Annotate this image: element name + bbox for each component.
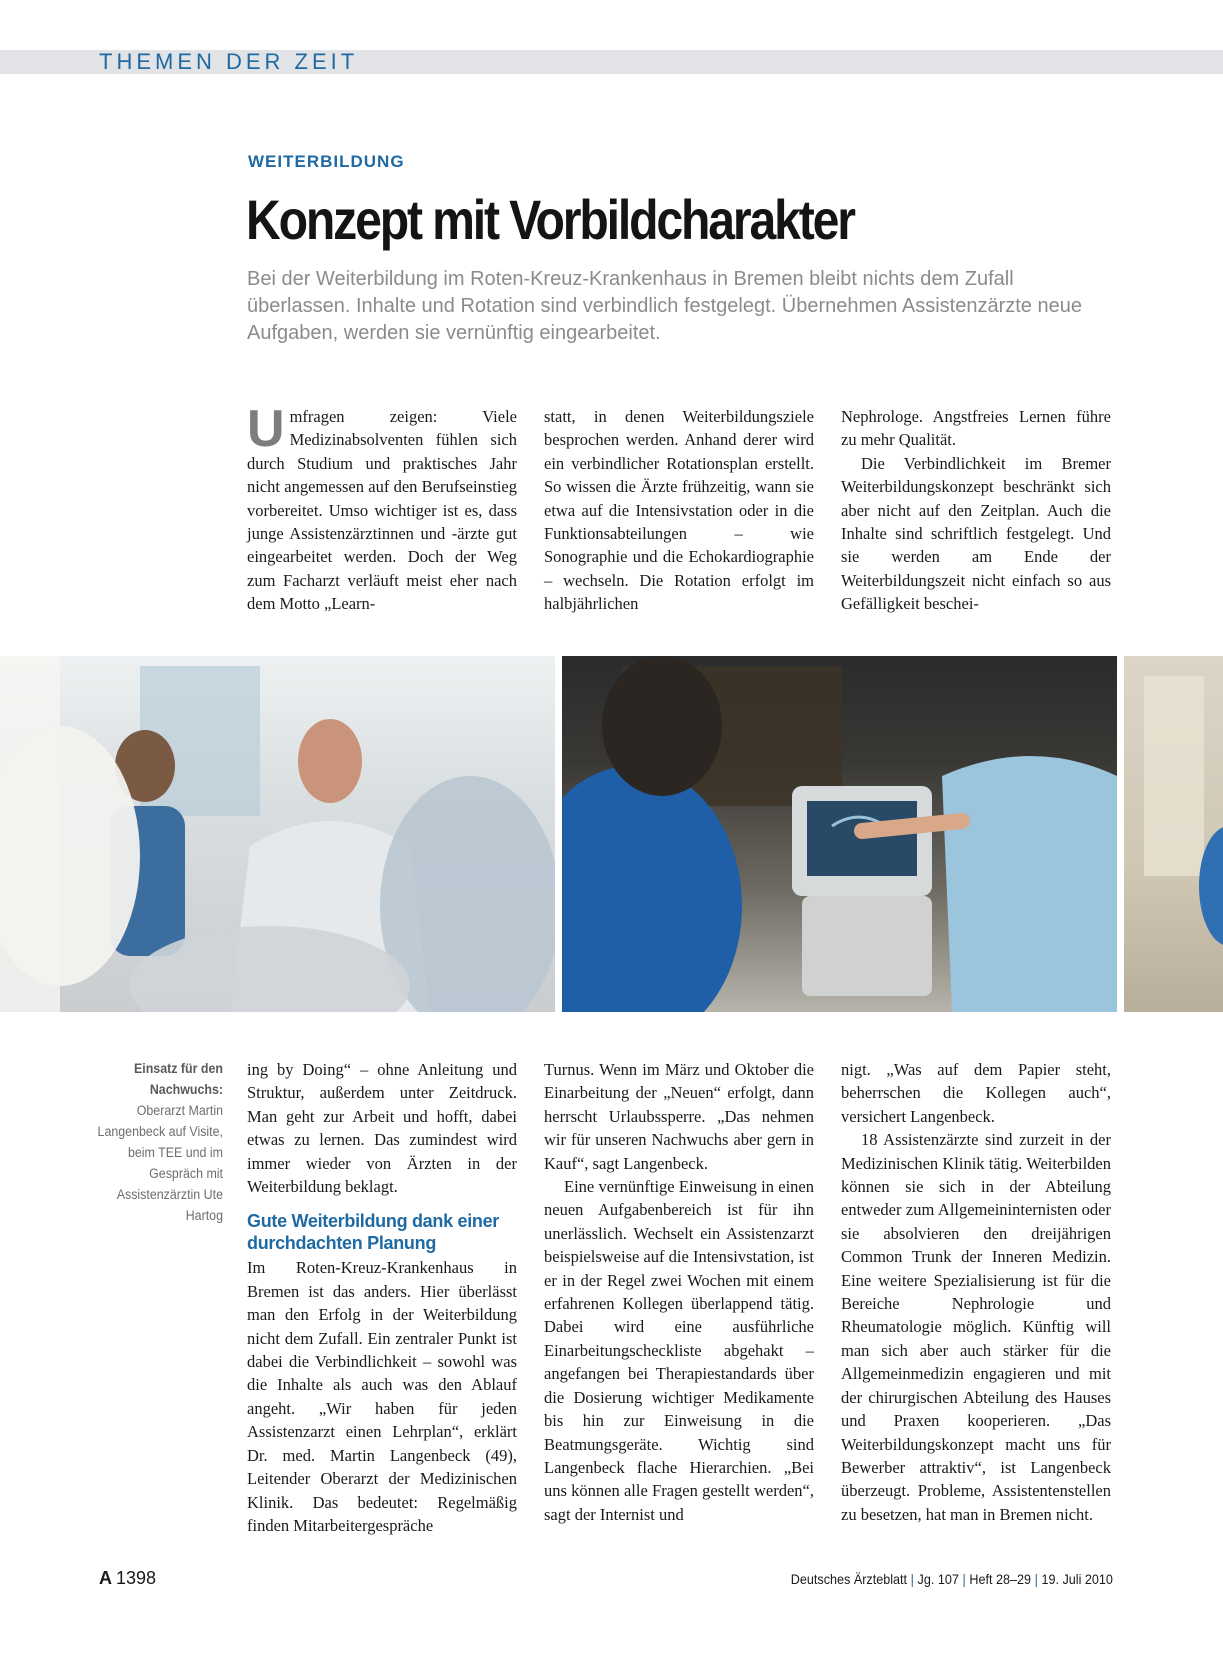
journal-volume: Jg. 107: [917, 1571, 959, 1587]
article-lead: Bei der Weiterbildung im Roten-Kreuz-Krankenhaus in Bremen bleibt nichts dem Zufall überlassen. Inhalte und Rotation sind verbindlich festgelegt. Übernehmen Assistenzärzte neue Aufgaben, werden sie vernünftig eingearbeitet.: [247, 268, 1082, 344]
caption-title: Einsatz für den Nachwuchs:: [133, 1061, 223, 1097]
body-text: Im Roten-Kreuz-Krankenhaus in Bremen ist das anders. Hier überlässt man den Erfolg in der Weiterbildung nicht dem Zufall. Ein zentraler Punkt ist dabei die Verbindlichkeit – sowohl was die Inhalte als auch was den Ablauf angeht. „Wir haben für jeden Assistenzarzt einen Lehrplan“, erklärt Dr. med. Martin Langenbeck (49), Leitender Oberarzt der Medizinischen Klinik. Das bedeutet: Regelmäßig finden Mitarbeitergespräche: [247, 1258, 517, 1535]
top-column-2: [544, 405, 814, 616]
journal-info: Deutsches Ärzteblatt | Jg. 107 | Heft 28–29 | 19. Juli 2010: [790, 1571, 1113, 1587]
body-text: Nephrologe. Angstfreies Lernen führe zu mehr Qualität.: [841, 407, 1111, 450]
section-label: THEMEN DER ZEIT: [99, 49, 359, 74]
photo-caption: [91, 1058, 223, 1226]
journal-issue: Heft 28–29: [969, 1571, 1032, 1587]
top-column-1: [247, 400, 517, 616]
photo-conversation: [1124, 656, 1223, 1012]
body-text: mfragen zeigen: Viele Medizinabsolventen fühlen sich durch Studium und praktisches Jahr nicht angemessen auf den Berufseinstieg vorbereitet. Umso wichtiger ist es, dass junge Assistenzärztinnen und -ärzte gut eingearbeitet werden. Doch der Weg zum Facharzt verläuft meist eher nach dem Motto „Learn-: [247, 407, 517, 614]
body-text: statt, in denen Weiterbildungsziele besprochen werden. Anhand derer wird ein verbindlicher Rotationsplan erstellt. So wissen die Ärzte frühzeitig, wann sie etwa auf die Intensivstation oder in die Funktionsabteilungen – wie Sonographie und die Echokardiographie – wechseln. Die Rotation erfolgt im halbjährlichen: [544, 407, 814, 614]
bottom-column-3: [841, 1058, 1111, 1526]
page-prefix: A: [99, 1568, 112, 1588]
body-text: Turnus. Wenn im März und Oktober die Einarbeitung der „Neuen“ erfolgt, dann herrscht Urlaubssperre. „Das nehmen wir für unseren Nachwuchs aber gern in Kauf“, sagt Langenbeck.: [544, 1060, 814, 1173]
page-number-value: 1398: [116, 1568, 157, 1588]
body-text: 18 Assistenzärzte sind zurzeit in der Medizinischen Klinik tätig. Weiterbilden können sie sich in der Abteilung entweder zum Allgemeininternisten oder sie absolvieren den dreijährigen Common Trunk der Inneren Medizin. Eine weitere Spezialisierung ist für die Bereiche Nephrologie und Rheumatologie möglich. Künftig will man sich aber auch stärker für die Allgemeinmedizin engagieren und mit der chirurgischen Abteilung des Hauses und Praxen kooperieren. „Das Weiterbildungskonzept macht uns für Bewerber attraktiv“, ist Langenbeck überzeugt. Probleme, Assistentenstellen zu besetzen, hat man in Bremen nicht.: [841, 1130, 1111, 1524]
subheading: Gute Weiterbildung dank einer durchdachten Planung: [247, 1211, 500, 1254]
article-title: Konzept mit Vorbildcharakter: [246, 188, 854, 251]
journal-name: Deutsches Ärzteblatt: [790, 1571, 908, 1587]
top-column-3: [841, 405, 1111, 616]
body-text: ing by Doing“ – ohne Anleitung und Struktur, außerdem unter Zeitdruck. Man geht zur Arbeit und hofft, dabei etwas zu lernen. Das zumindest wird immer wieder von Ärzten in der Weiterbildung beklagt.: [247, 1060, 517, 1197]
body-text: Die Verbindlichkeit im Bremer Weiterbildungskonzept beschränkt sich aber nicht auf den Zeitplan. Auch die Inhalte sind schriftlich festgelegt. Und sie werden am Ende der Weiterbildungszeit nicht einfach so aus Gefälligkeit beschei-: [841, 453, 1111, 614]
article-kicker: WEITERBILDUNG: [248, 152, 405, 171]
bottom-column-1: [247, 1058, 517, 1537]
caption-text: Oberarzt Martin Langenbeck auf Visite, beim TEE und im Gespräch mit Assistenzärztin Ute Hartog: [97, 1103, 223, 1223]
photo-tee-exam: [562, 656, 1117, 1012]
photo-ward-round: [0, 656, 555, 1012]
journal-date: 19. Juli 2010: [1041, 1571, 1113, 1587]
drop-cap: U: [247, 400, 285, 458]
body-text: nigt. „Was auf dem Papier steht, beherrschen die Kollegen auch“, versichert Langenbeck.: [841, 1060, 1111, 1126]
page-number: [99, 1568, 156, 1589]
body-text: Eine vernünftige Einweisung in einen neuen Aufgabenbereich ist für ihn unerlässlich. Wechselt ein Assistenzarzt beispielsweise auf die Intensivstation, ist er in der Regel zwei Wochen mit einem erfahrenen Kollegen überlappend tätig. Dabei wird eine ausführliche Einarbeitungscheckliste abgehakt – angefangen bei Therapiestandards über die Dosierung wichtiger Medikamente bis hin zur Einweisung in die Beatmungsgeräte. Wichtig sind Langenbeck flache Hierarchien. „Bei uns können alle Fragen gestellt werden“, sagt der Internist und: [544, 1177, 814, 1524]
bottom-column-2: [544, 1058, 814, 1526]
